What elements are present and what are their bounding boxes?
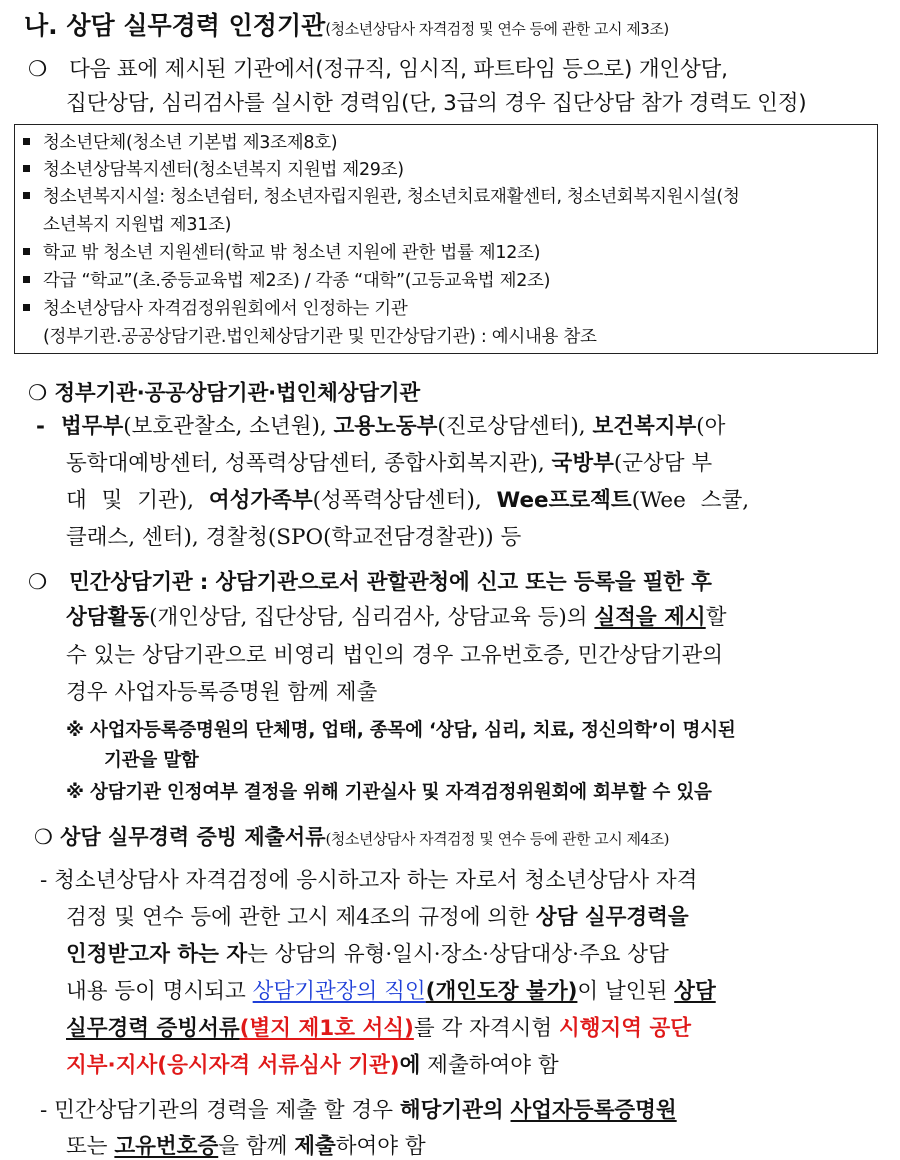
box-item: 청소년상담사 자격검정위원회에서 인정하는 기관 bbox=[23, 295, 408, 320]
box-item: 청소년복지시설: 청소년쉼터, 청소년자립지원관, 청소년치료재활센터, 청소년회복지원시설(청 bbox=[23, 183, 740, 208]
box-item: 각급 “학교”(초.중등교육법 제2조) / 각종 “대학”(고등교육법 제2조) bbox=[23, 267, 550, 292]
docs-line-1: - 청소년상담사 자격검정에 응시하고자 하는 자로서 청소년상담사 자격 bbox=[40, 868, 698, 893]
gov-line-4: 클래스, 센터), 경찰청(SPO(학교전담경찰관)) 등 bbox=[66, 525, 522, 550]
private-line-1: ❍ 민간상담기관 : 상담기관으로서 관할관청에 신고 또는 등록을 필한 후 bbox=[28, 570, 712, 595]
square-bullet-icon bbox=[23, 276, 30, 283]
gov-line-3: 대 및 기관), 여성가족부(성폭력상담센터), Wee프로젝트(Wee 스쿨, bbox=[66, 488, 750, 513]
section-title-sub: (청소년상담사 자격검정 및 연수 등에 관한 고시 제3조) bbox=[325, 20, 669, 38]
private-line-4: 경우 사업자등록증명원 함께 제출 bbox=[66, 680, 378, 705]
private-note-1: ※ 사업자등록증명원의 단체명, 업태, 종목에 ‘상담, 심리, 치료, 정신의학’이 명시된 bbox=[66, 720, 736, 741]
box-item-continued: 소년복지 지원법 제31조) bbox=[43, 215, 232, 235]
box-item: 학교 밖 청소년 지원센터(학교 밖 청소년 지원에 관한 법률 제12조) bbox=[23, 239, 540, 264]
box-item: 청소년상담복지센터(청소년복지 지원법 제29조) bbox=[23, 156, 404, 181]
square-bullet-icon bbox=[23, 138, 30, 145]
private-line-2: 상담활동(개인상담, 집단상담, 심리검사, 상담교육 등)의 실적을 제시할 bbox=[66, 605, 727, 630]
docs-line-4: 내용 등이 명시되고 상담기관장의 직인(개인도장 불가)이 날인된 상담 bbox=[66, 979, 716, 1004]
private-line-3: 수 있는 상담기관으로 비영리 법인의 경우 고유번호증, 민간상담기관의 bbox=[66, 643, 723, 668]
gov-line-1: - 법무부(보호관찰소, 소년원), 고용노동부(진로상담센터), 보건복지부(아 bbox=[36, 414, 726, 439]
private-note-2: ※ 상담기관 인정여부 결정을 위해 기관실사 및 자격검정위원회에 회부할 수 있음 bbox=[66, 782, 712, 803]
gov-line-2: 동학대예방센터, 성폭력상담센터, 종합사회복지관), 국방부(군상담 부 bbox=[66, 451, 713, 476]
intro-line-2: 집단상담, 심리검사를 실시한 경력임(단, 3급의 경우 집단상담 참가 경력도 인정) bbox=[66, 91, 807, 116]
circle-bullet-icon: ❍ bbox=[28, 57, 48, 82]
section-title-main: 나. 상담 실무경력 인정기관 bbox=[24, 11, 326, 40]
docs-line-7: - 민간상담기관의 경력을 제출 할 경우 해당기관의 사업자등록증명원 bbox=[40, 1098, 677, 1123]
docs-line-8: 또는 고유번호증을 함께 제출하여야 함 bbox=[66, 1134, 426, 1159]
private-note-1-cont: 기관을 말함 bbox=[104, 750, 199, 771]
box-item: 청소년단체(청소년 기본법 제3조제8호) bbox=[23, 129, 337, 154]
square-bullet-icon bbox=[23, 192, 30, 199]
institution-box bbox=[14, 124, 878, 354]
gov-heading: ❍ 정부기관·공공상담기관·법인체상담기관 bbox=[28, 381, 420, 406]
square-bullet-icon bbox=[23, 304, 30, 311]
docs-line-3: 인정받고자 하는 자는 상담의 유형·일시·장소·상담대상·주요 상담 bbox=[66, 942, 669, 967]
square-bullet-icon bbox=[23, 165, 30, 172]
intro-line-1: ❍ 다음 표에 제시된 기관에서(정규직, 임시직, 파트타임 등으로) 개인상담, bbox=[28, 57, 728, 82]
circle-bullet-icon: ❍ bbox=[28, 570, 48, 595]
docs-heading: ❍ 상담 실무경력 증빙 제출서류(청소년상담사 자격검정 및 연수 등에 관한 고시 제4조) bbox=[34, 825, 669, 849]
docs-line-5: 실무경력 증빙서류(별지 제1호 서식)를 각 자격시험 시행지역 공단 bbox=[66, 1016, 692, 1041]
docs-line-2: 검정 및 연수 등에 관한 고시 제4조의 규정에 의한 상담 실무경력을 bbox=[66, 905, 689, 930]
section-title bbox=[24, 6, 669, 42]
box-item-continued: (정부기관.공공상담기관.법인체상담기관 및 민간상담기관) : 예시내용 참조 bbox=[43, 327, 597, 347]
docs-line-6: 지부·지사(응시자격 서류심사 기관)에 제출하여야 함 bbox=[66, 1053, 559, 1078]
square-bullet-icon bbox=[23, 248, 30, 255]
